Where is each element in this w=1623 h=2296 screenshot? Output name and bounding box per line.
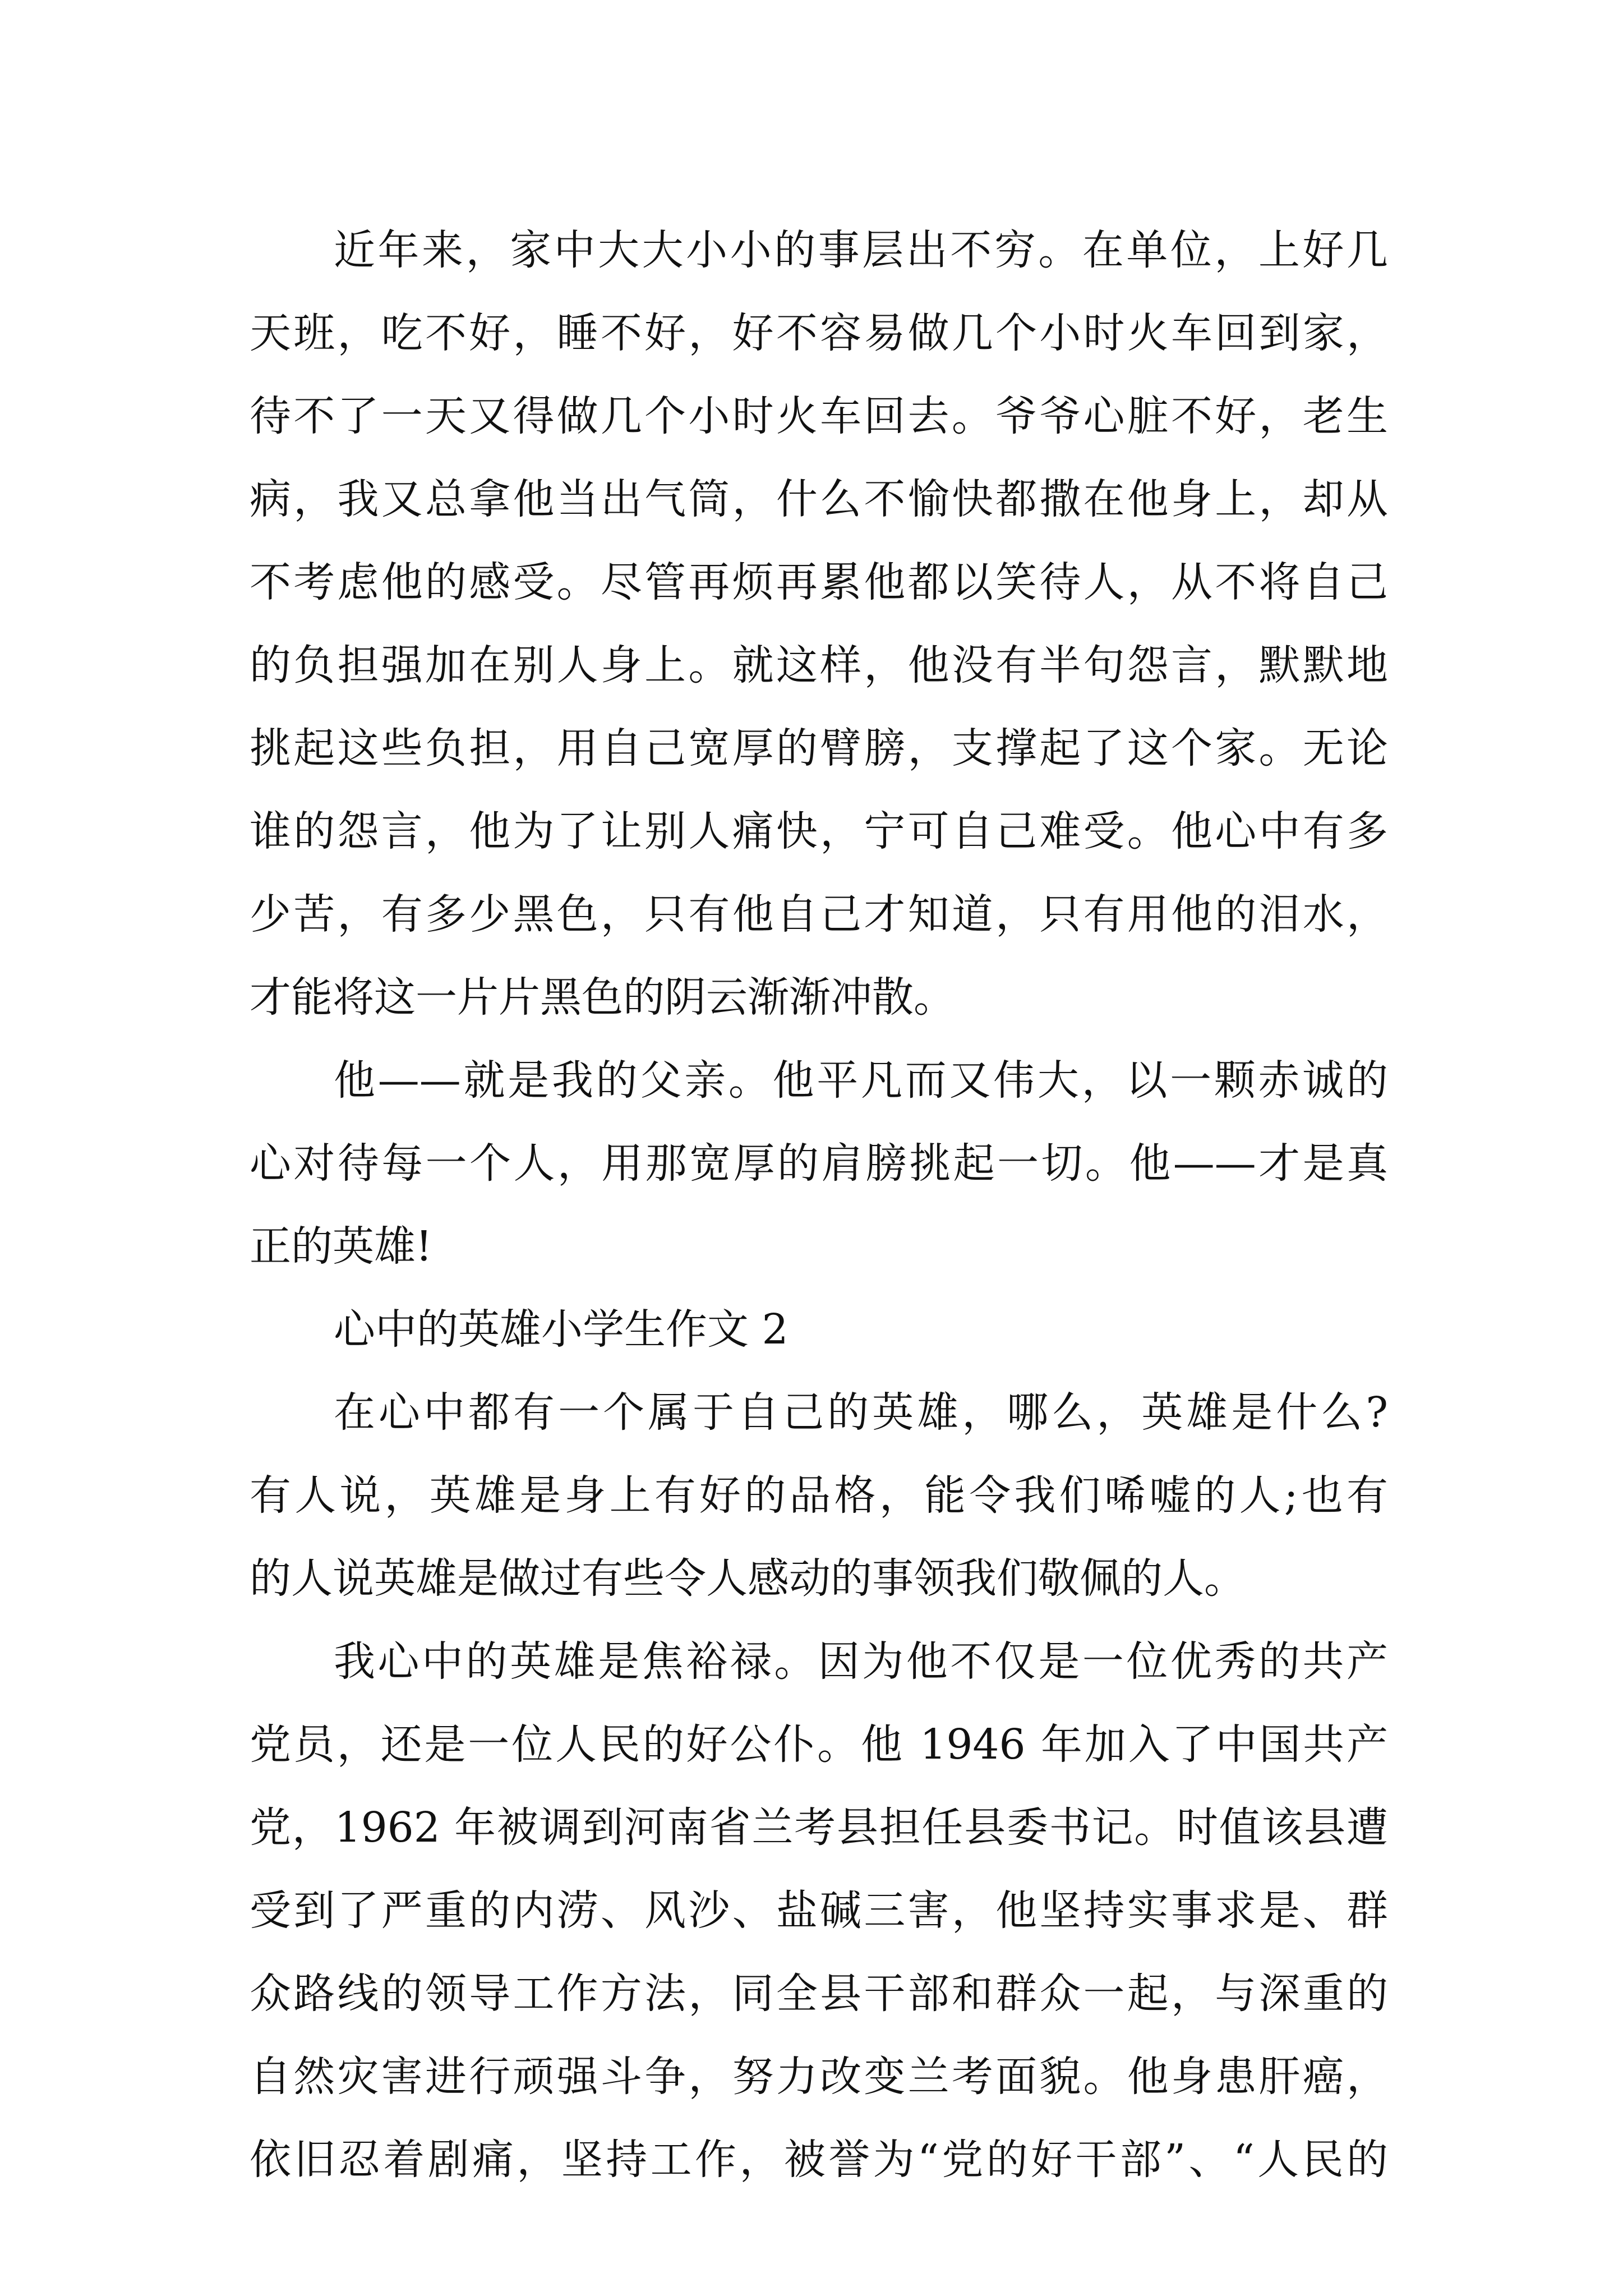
- text-line: 不考虑他的感受。尽管再烦再累他都以笑待人，从不将自己: [250, 558, 1388, 606]
- text-line: 我心中的英雄是焦裕禄。因为他不仅是一位优秀的共产: [334, 1637, 1388, 1686]
- paragraph-4: [250, 1620, 1388, 2201]
- document-body: [250, 209, 1388, 2201]
- text-line: 天班，吃不好，睡不好，好不容易做几个小时火车回到家，: [250, 309, 1388, 357]
- text-line: 待不了一天又得做几个小时火车回去。爷爷心脏不好，老生: [250, 392, 1388, 440]
- text-line: 受到了严重的内涝、风沙、盐碱三害，他坚持实事求是、群: [250, 1887, 1388, 1935]
- text-line: 的负担强加在别人身上。就这样，他没有半句怨言，默默地: [250, 641, 1388, 689]
- heading-text: 心中的英雄小学生作文 2: [334, 1305, 789, 1354]
- text-line: 自然灾害进行顽强斗争，努力改变兰考面貌。他身患肝癌，: [250, 2053, 1388, 2101]
- paragraph-1: [250, 209, 1388, 1039]
- text-line: 正的英雄!: [250, 1222, 432, 1271]
- text-line: 在心中都有一个属于自己的英雄，哪么，英雄是什么?: [334, 1388, 1388, 1437]
- text-line: 少苦，有多少黑色，只有他自己才知道，只有用他的泪水，: [250, 890, 1388, 938]
- text-line: 挑起这些负担，用自己宽厚的臂膀，支撑起了这个家。无论: [250, 724, 1388, 772]
- text-line: 依旧忍着剧痛，坚持工作，被誉为“党的好干部”、“人民的: [250, 2136, 1388, 2184]
- text-line: 病，我又总拿他当出气筒，什么不愉快都撒在他身上，却从: [250, 475, 1388, 523]
- paragraph-2: [250, 1039, 1388, 1288]
- text-line: 近年来，家中大大小小的事层出不穷。在单位，上好几: [334, 226, 1388, 274]
- text-line: 他——就是我的父亲。他平凡而又伟大，以一颗赤诚的: [334, 1056, 1388, 1105]
- paragraph-3: [250, 1371, 1388, 1620]
- section-heading: [250, 1288, 1388, 1371]
- text-line: 谁的怨言，他为了让别人痛快，宁可自己难受。他心中有多: [250, 807, 1388, 855]
- text-line: 的人说英雄是做过有些令人感动的事领我们敬佩的人。: [250, 1554, 1246, 1603]
- text-line: 有人说，英雄是身上有好的品格，能令我们唏嘘的人;也有: [250, 1471, 1388, 1520]
- text-line: 众路线的领导工作方法，同全县干部和群众一起，与深重的: [250, 1970, 1388, 2018]
- text-line: 才能将这一片片黑色的阴云渐渐冲散。: [250, 973, 955, 1022]
- text-line: 党，1962 年被调到河南省兰考县担任县委书记。时值该县遭: [250, 1803, 1388, 1852]
- text-line: 心对待每一个人，用那宽厚的肩膀挑起一切。他——才是真: [250, 1139, 1388, 1188]
- text-line: 党员，还是一位人民的好公仆。他 1946 年加入了中国共产: [250, 1720, 1388, 1769]
